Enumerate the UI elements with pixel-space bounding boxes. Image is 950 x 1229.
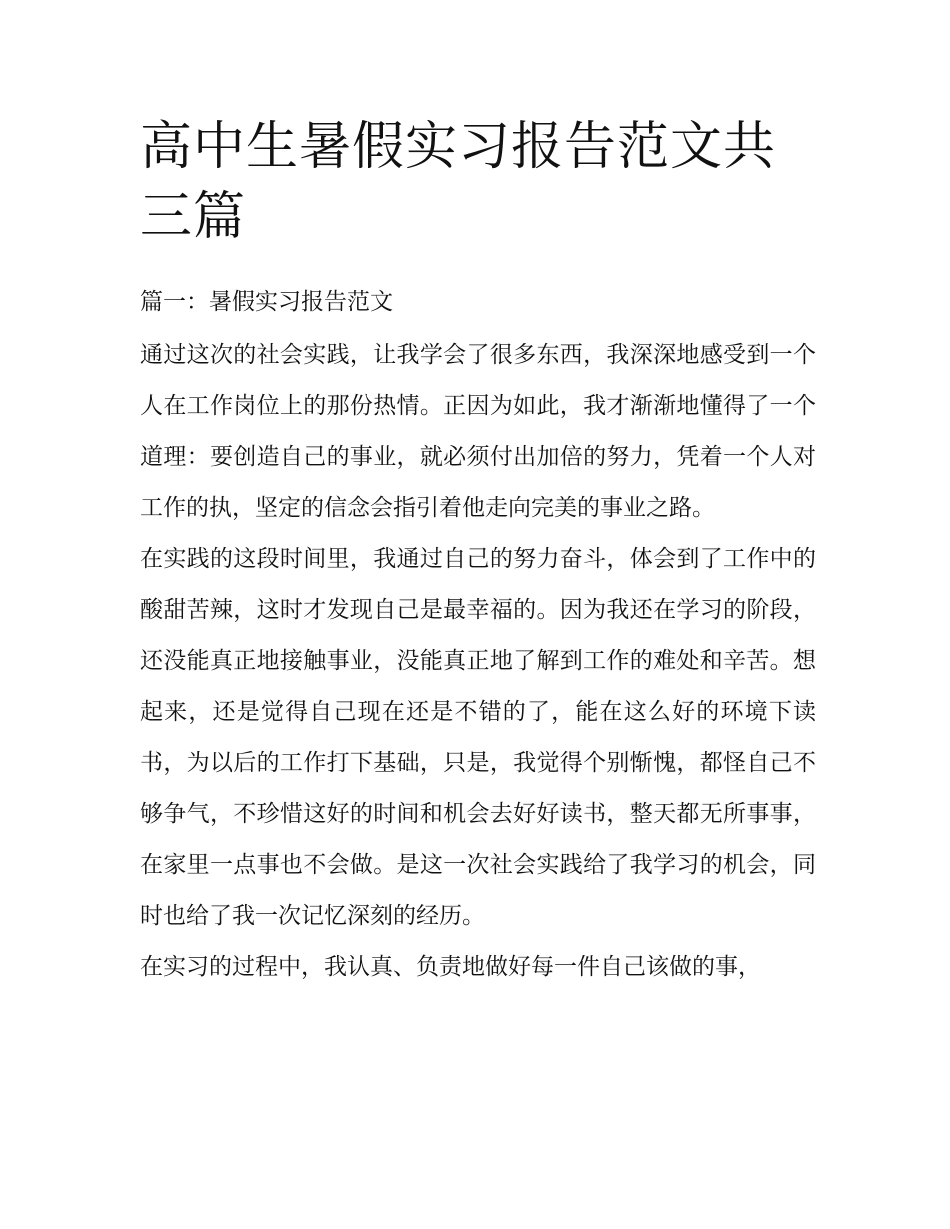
paragraph-1: 通过这次的社会实践，让我学会了很多东西，我深深地感受到一个人在工作岗位上的那份热情。正因为如此，我才渐渐地懂得了一个道理：要创造自己的事业，就必须付出加倍的努力，凭着一个人对工作的执，坚定的信念会指引着他走向完美的事业之路。 xyxy=(140,342,816,521)
paragraph-2: 在实践的这段时间里，我通过自己的努力奋斗，体会到了工作中的酸甜苦辣，这时才发现自己是最幸福的。因为我还在学习的阶段，还没能真正地接触事业，没能真正地了解到工作的难处和辛苦。想起来，还是觉得自己现在还是不错的了，能在这么好的环境下读书，为以后的工作打下基础，只是，我觉得个别惭愧，都怪自己不够争气，不珍惜这好的时间和机会去好好读书，整天都无所事事，在家里一点事也不会做。是这一次社会实践给了我学习的机会，同时也给了我一次记忆深刻的经历。 xyxy=(140,546,816,929)
section-heading: 篇一：暑假实习报告范文 xyxy=(140,289,393,315)
document-title: 高中生暑假实习报告范文共三篇 xyxy=(140,117,777,247)
document-body xyxy=(140,330,816,993)
paragraph-3: 在实习的过程中，我认真、负责地做好每一件自己该做的事， xyxy=(140,954,761,980)
